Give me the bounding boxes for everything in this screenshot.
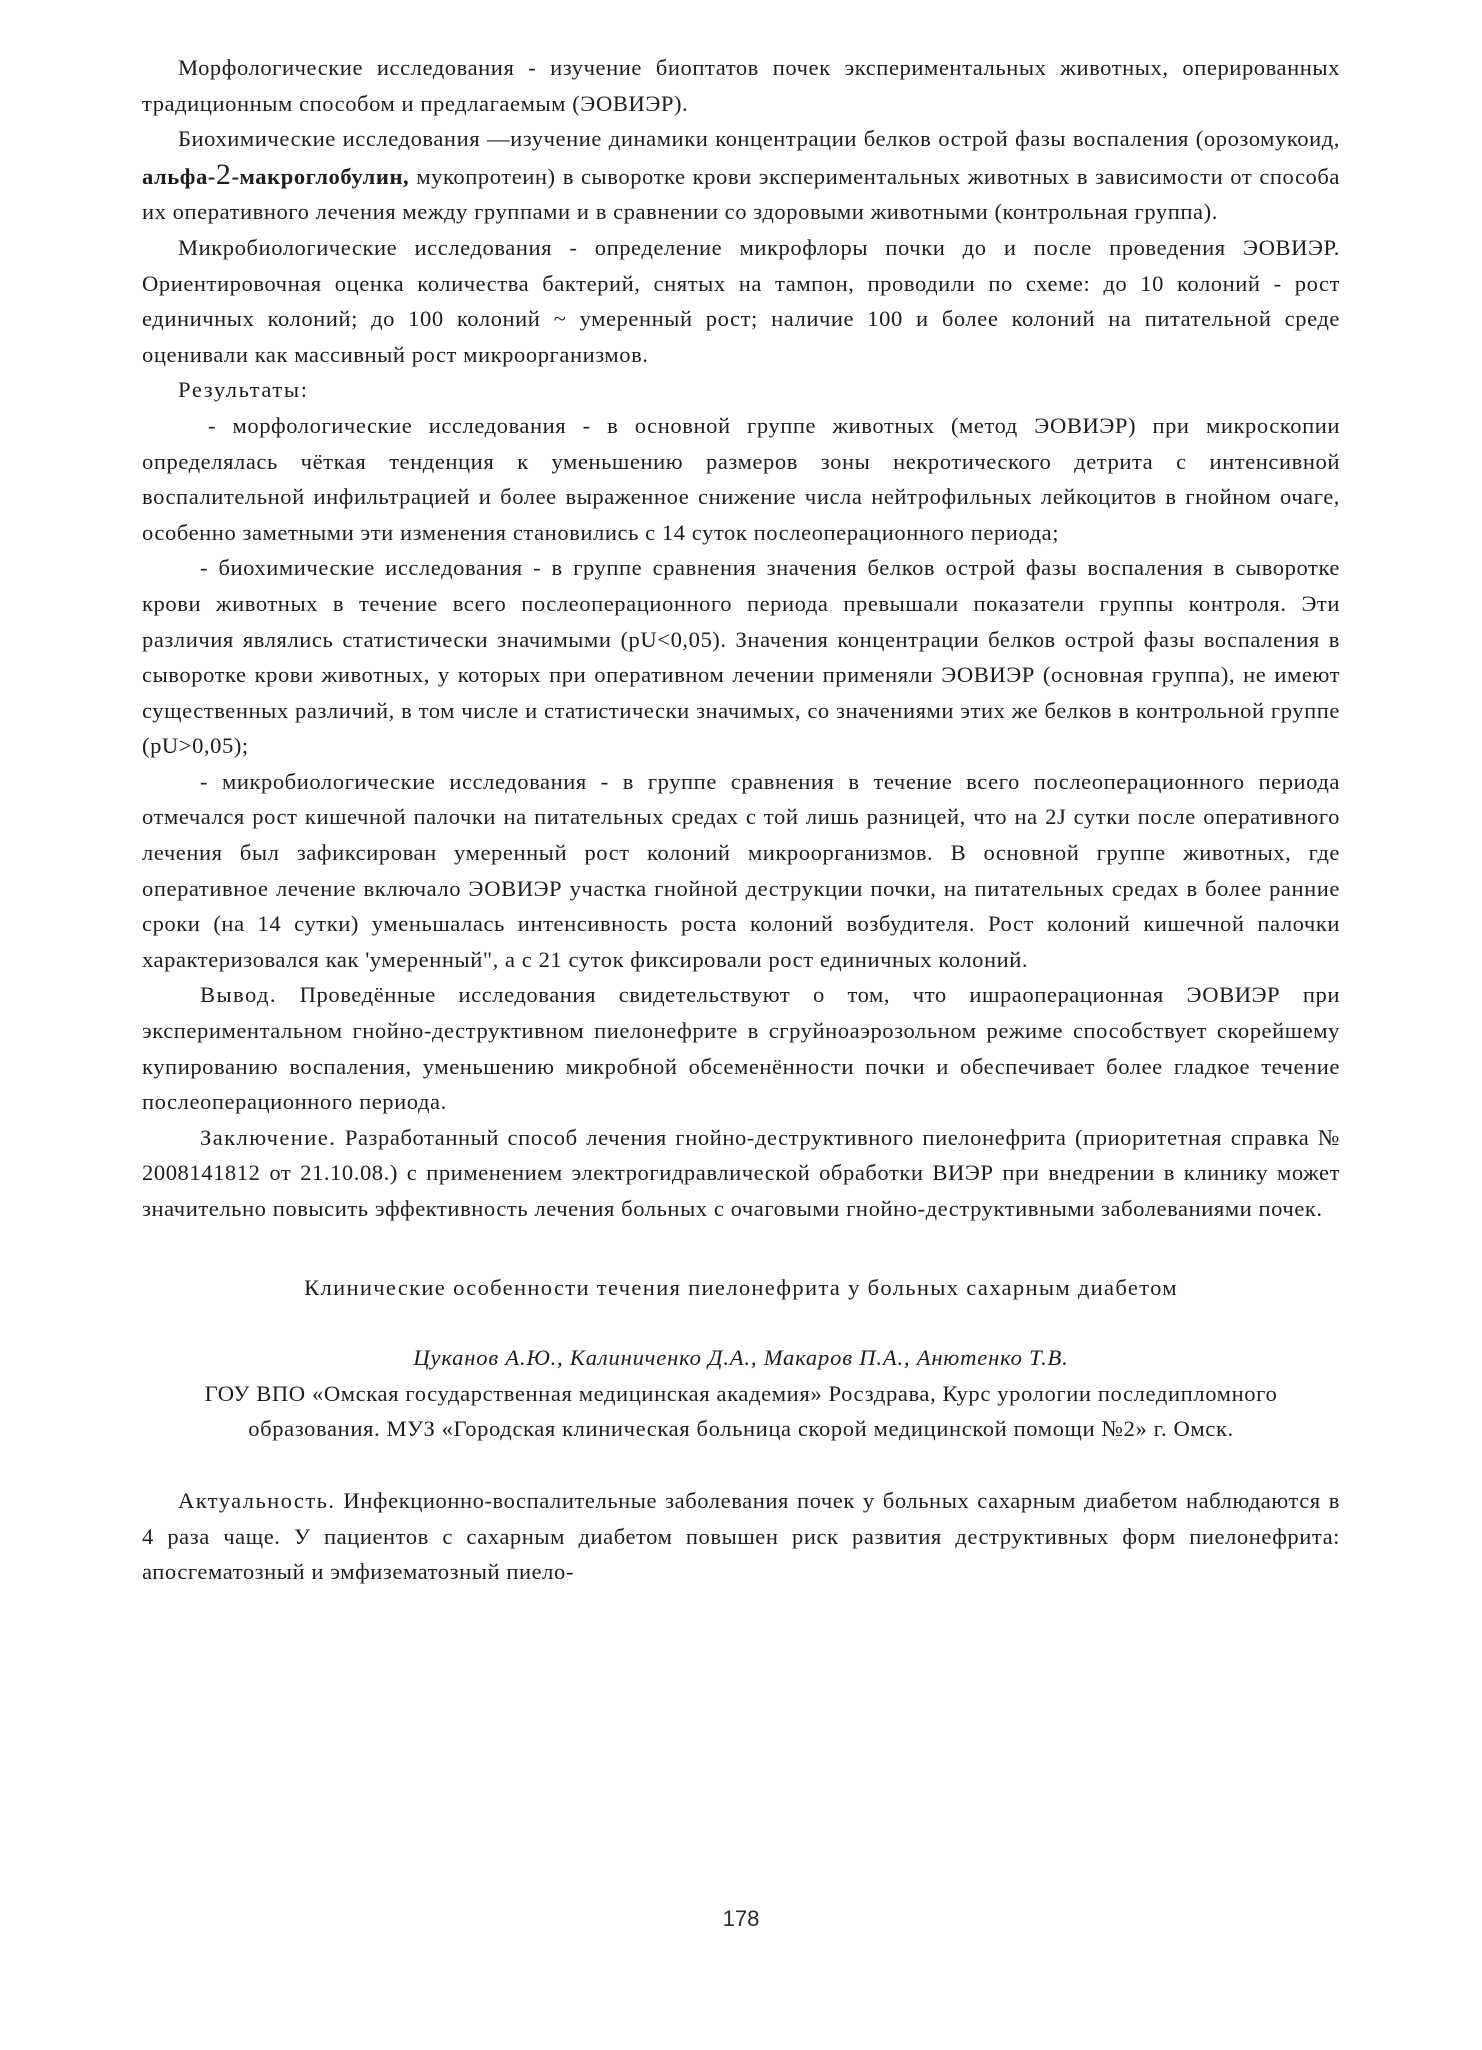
biochemistry-text-a: —изучение динамики концентрации белков острой фазы воспаления (орозомукоид,	[480, 126, 1340, 152]
article-title: Клинические особенности течения пиелонефрита у больных сахарным диабетом	[304, 1274, 1178, 1300]
summary-text: Разработанный способ лечения гнойно-деструктивного пиелонефрита (приоритетная справка № 2008141812 от 21.10.08.) с применением электрогидравлической обработки ВИЭР при внедрении в клинику может значительно повысить эффективность лечения больных с очаговыми гнойно-деструктивными заболеваниями почек.	[142, 1124, 1340, 1221]
morphology-text: - изучение биоптатов почек экспериментальных животных, оперированных традиционным способом и предлагаемым (ЭОВИЭР).	[142, 55, 1340, 116]
alpha-macroglobulin-c: -макроглобулин,	[231, 163, 410, 189]
microbiology-label: Микробиологические исследования	[178, 234, 553, 260]
text-column	[142, 50, 1340, 1590]
paragraph-microbiology	[142, 230, 1340, 372]
article-affiliation: ГОУ ВПО «Омская государственная медицинская академия» Росздрава, Курс урологии последипломного образования. МУЗ «Городская клиническая больница скорой медицинской помощи №2» г. Омск.	[204, 1380, 1278, 1442]
article-authors: Цуканов А.Ю., Калиниченко Д.А., Макаров П.А., Анютенко Т.В.	[413, 1345, 1069, 1371]
paragraph-biochemistry	[142, 121, 1340, 230]
result-morphology: - морфологические исследования - в основной группе животных (метод ЭОВИЭР) при микроскопии определялась чёткая тенденция к уменьшению размеров зоны некротического детрита с интенсивной воспалительной инфильтрацией и более выраженное снижение числа нейтрофильных лейкоцитов в гнойном очаге, особенно заметными эти изменения становились с 14 суток послеоперационного периода;	[142, 412, 1340, 545]
morphology-label: Морфологические исследования	[178, 55, 515, 80]
results-heading: Результаты:	[178, 377, 309, 403]
result-biochemistry: - биохимические исследования - в группе сравнения значения белков острой фазы воспаления в сыворотке крови животных в течение всего послеоперационного периода превышали показатели группы контроля. Эти различия являлись статистически значимыми (pU<0,05). Значения концентрации белков острой фазы воспаления в сыворотке крови животных, у которых при оперативном лечении применяли ЭОВИЭР (основная группа), не имеют существенных различий, в том числе и статистически значимых, со значениями этих же белков в контрольной группе (pU>0,05);	[142, 555, 1340, 759]
microbiology-text: - определение микрофлоры почки до и после проведения ЭОВИЭР. Ориентировочная оценка количества бактерий, снятых на тампон, проводили по схеме: до 10 колоний - рост единичных колоний; до 100 колоний ~ умеренный рост; наличие 100 и более колоний на питательной среде оценивали как массивный рост микроорганизмов.	[142, 234, 1340, 367]
conclusion-label: Вывод.	[200, 982, 277, 1008]
paragraph-relevance	[142, 1483, 1340, 1590]
paragraph-conclusion	[142, 977, 1340, 1119]
alpha-macroglobulin-a: альфа-	[142, 163, 216, 189]
conclusion-text: Проведённые исследования свидетельствуют о том, что ишраоперационная ЭОВИЭР при экспериментальном гнойно-деструктивном пиелонефрите в сгруйноаэрозольном режиме способствует скорейшему купированию воспаления, уменьшению микробной обсеменённости почки и обеспечивает более гладкое течение послеоперационного периода.	[142, 982, 1340, 1115]
relevance-text: Инфекционно-воспалительные заболевания почек у больных сахарным диабетом наблюдаются в 4 раза чаще. У пациентов с сахарным диабетом повышен риск развития деструктивных форм пиелонефрита: апосгематозный и эмфизематозный пиело-	[142, 1487, 1340, 1585]
summary-label: Заключение.	[200, 1124, 337, 1150]
biochemistry-label: Биохимические исследования	[178, 126, 481, 152]
result-microbiology: - микробиологические исследования - в группе сравнения в течение всего послеоперационного периода отмечался рост кишечной палочки на питательных средах с той лишь разницей, что на 2J сутки после оперативного лечения был зафиксирован умеренный рост колоний микроорганизмов. В основной группе животных, где оперативное лечение включало ЭОВИЭР участка гнойной деструкции почки, на питательных средах в более ранние сроки (на 14 сутки) уменьшалась интенсивность роста колоний возбудителя. Рост колоний кишечной палочки характеризовался как 'умеренный", а с 21 суток фиксировали рост единичных колоний.	[142, 768, 1340, 972]
paragraph-morphology	[142, 50, 1340, 121]
paragraph-summary	[142, 1120, 1340, 1227]
alpha-macroglobulin-digit: 2	[215, 157, 232, 191]
relevance-label: Актуальность.	[178, 1487, 336, 1513]
page-number: 178	[722, 1906, 760, 1931]
biochemistry-text-b: мукопротеин) в сыворотке крови экспериментальных животных в зависимости от способа их оперативного лечения между группами и в сравнении со здоровыми животными (контрольная группа).	[142, 163, 1340, 225]
